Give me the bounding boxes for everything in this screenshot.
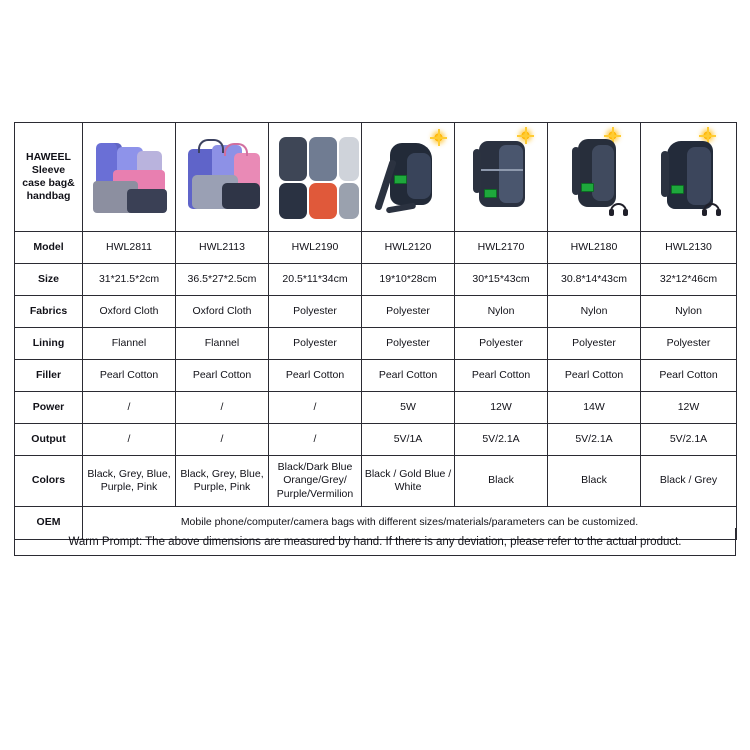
- cell-model-3: HWL2120: [362, 232, 455, 264]
- row-label-lining: Lining: [15, 328, 83, 360]
- spark-icon: [434, 133, 443, 142]
- cell-fabrics-4: Nylon: [455, 296, 548, 328]
- cell-fabrics-0: Oxford Cloth: [83, 296, 176, 328]
- cell-size-0: 31*21.5*2cm: [83, 264, 176, 296]
- cell-lining-0: Flannel: [83, 328, 176, 360]
- cell-power-5: 14W: [548, 392, 641, 424]
- row-label-fabrics: Fabrics: [15, 296, 83, 328]
- cell-colors-3: Black / Gold Blue / White: [362, 456, 455, 507]
- cell-size-5: 30.8*14*43cm: [548, 264, 641, 296]
- row-label-colors: Colors: [15, 456, 83, 507]
- cell-filler-0: Pearl Cotton: [83, 360, 176, 392]
- cell-model-2: HWL2190: [269, 232, 362, 264]
- cell-power-3: 5W: [362, 392, 455, 424]
- cell-power-1: /: [176, 392, 269, 424]
- cell-model-6: HWL2130: [641, 232, 737, 264]
- product-image-hwl2811: [83, 123, 176, 232]
- cell-oem-text: Mobile phone/computer/camera bags with different sizes/materials/parameters can be customized.: [83, 507, 737, 540]
- cell-power-4: 12W: [455, 392, 548, 424]
- brand-line-2: Sleeve: [31, 163, 66, 176]
- cell-model-1: HWL2113: [176, 232, 269, 264]
- backpack-art-2170: [455, 123, 547, 231]
- table-row-size: [15, 264, 737, 296]
- cell-filler-4: Pearl Cotton: [455, 360, 548, 392]
- cell-output-4: 5V/2.1A: [455, 424, 548, 456]
- cell-lining-2: Polyester: [269, 328, 362, 360]
- cell-colors-1: Black, Grey, Blue, Purple, Pink: [176, 456, 269, 507]
- cell-colors-0: Black, Grey, Blue, Purple, Pink: [83, 456, 176, 507]
- warm-prompt: Warm Prompt: The above dimensions are measured by hand. If there is any deviation, please refer to the actual product.: [14, 528, 736, 556]
- cell-filler-3: Pearl Cotton: [362, 360, 455, 392]
- usb-port-icon: [581, 183, 594, 192]
- cell-model-4: HWL2170: [455, 232, 548, 264]
- cell-filler-5: Pearl Cotton: [548, 360, 641, 392]
- cell-output-2: /: [269, 424, 362, 456]
- spark-icon: [521, 131, 530, 140]
- product-image-row: [15, 123, 737, 232]
- sleeve-stack-art: [83, 123, 175, 231]
- cell-fabrics-5: Nylon: [548, 296, 641, 328]
- handbag-stack-art: [176, 123, 268, 231]
- usb-port-icon: [394, 175, 407, 184]
- backpack-art-2180: [548, 123, 640, 231]
- cell-size-3: 19*10*28cm: [362, 264, 455, 296]
- product-image-hwl2190: [269, 123, 362, 232]
- row-label-power: Power: [15, 392, 83, 424]
- spec-table: [14, 122, 737, 540]
- table-row-lining: [15, 328, 737, 360]
- row-label-filler: Filler: [15, 360, 83, 392]
- cell-size-2: 20.5*11*34cm: [269, 264, 362, 296]
- sling-bag-art: [362, 123, 454, 231]
- cell-fabrics-1: Oxford Cloth: [176, 296, 269, 328]
- cell-fabrics-6: Nylon: [641, 296, 737, 328]
- brand-line-1: HAWEEL: [26, 150, 71, 163]
- row-label-output: Output: [15, 424, 83, 456]
- cell-output-0: /: [83, 424, 176, 456]
- backpack-group-art: [269, 123, 361, 231]
- backpack-art-2130: [641, 123, 736, 231]
- cell-colors-6: Black / Grey: [641, 456, 737, 507]
- product-image-hwl2120: [362, 123, 455, 232]
- usb-port-icon: [484, 189, 497, 198]
- cell-filler-1: Pearl Cotton: [176, 360, 269, 392]
- table-row-model: [15, 232, 737, 264]
- cell-lining-3: Polyester: [362, 328, 455, 360]
- headset-icon: [610, 203, 627, 216]
- table-row-fabrics: [15, 296, 737, 328]
- cell-power-0: /: [83, 392, 176, 424]
- cell-output-1: /: [176, 424, 269, 456]
- cell-size-6: 32*12*46cm: [641, 264, 737, 296]
- cell-lining-1: Flannel: [176, 328, 269, 360]
- cell-power-6: 12W: [641, 392, 737, 424]
- cell-model-5: HWL2180: [548, 232, 641, 264]
- cell-size-4: 30*15*43cm: [455, 264, 548, 296]
- table-row-power: [15, 392, 737, 424]
- cell-colors-4: Black: [455, 456, 548, 507]
- cell-lining-5: Polyester: [548, 328, 641, 360]
- spark-icon: [703, 131, 712, 140]
- table-row-colors: [15, 456, 737, 507]
- table-row-filler: [15, 360, 737, 392]
- usb-port-icon: [671, 185, 684, 194]
- cell-filler-6: Pearl Cotton: [641, 360, 737, 392]
- cell-colors-2: Black/Dark Blue Orange/Grey/ Purple/Vermilion: [269, 456, 362, 507]
- cell-filler-2: Pearl Cotton: [269, 360, 362, 392]
- brand-line-4: handbag: [26, 190, 71, 203]
- cell-model-0: HWL2811: [83, 232, 176, 264]
- cell-lining-6: Polyester: [641, 328, 737, 360]
- cell-output-3: 5V/1A: [362, 424, 455, 456]
- table-row-output: [15, 424, 737, 456]
- headset-icon: [703, 203, 720, 216]
- cell-colors-5: Black: [548, 456, 641, 507]
- cell-fabrics-3: Polyester: [362, 296, 455, 328]
- cell-output-5: 5V/2.1A: [548, 424, 641, 456]
- row-label-size: Size: [15, 264, 83, 296]
- row-label-model: Model: [15, 232, 83, 264]
- brand-line-3: case bag&: [22, 177, 75, 189]
- spec-table-wrapper: [14, 122, 736, 540]
- product-image-hwl2130: [641, 123, 737, 232]
- product-image-hwl2113: [176, 123, 269, 232]
- cell-lining-4: Polyester: [455, 328, 548, 360]
- cell-power-2: /: [269, 392, 362, 424]
- cell-fabrics-2: Polyester: [269, 296, 362, 328]
- cell-size-1: 36.5*27*2.5cm: [176, 264, 269, 296]
- cell-output-6: 5V/2.1A: [641, 424, 737, 456]
- row-label-oem: OEM: [15, 507, 83, 540]
- product-image-hwl2180: [548, 123, 641, 232]
- brand-cell: [15, 123, 83, 232]
- product-image-hwl2170: [455, 123, 548, 232]
